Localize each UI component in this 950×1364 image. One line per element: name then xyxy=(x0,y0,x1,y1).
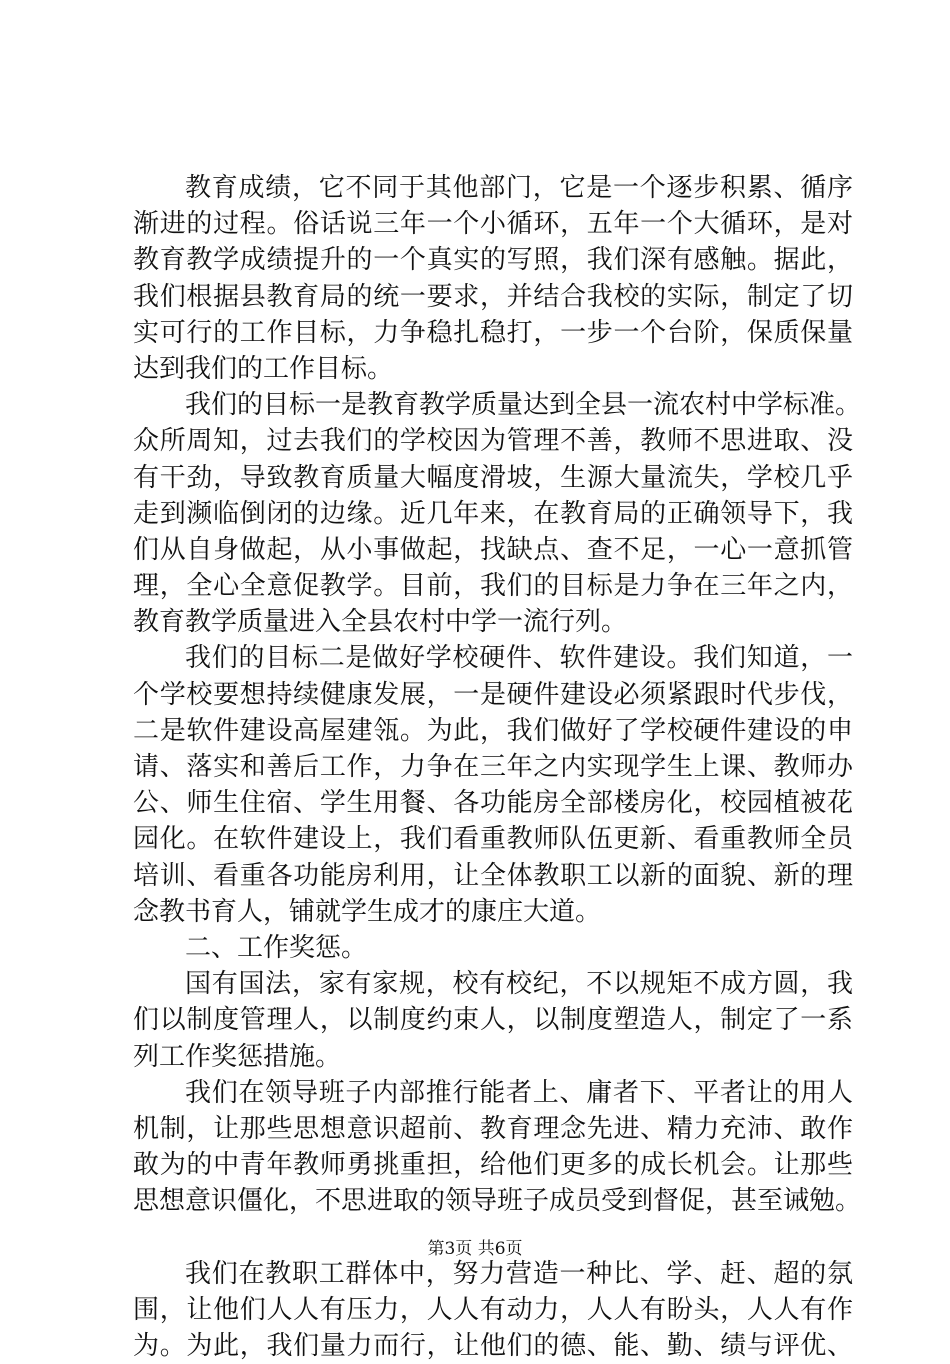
text-line: 理，全心全意促教学。目前，我们的目标是力争在三年之内， xyxy=(133,571,853,602)
text-line: 教育教学成绩提升的一个真实的写照，我们深有感触。据此， xyxy=(133,245,853,276)
text-line: 二是软件建设高屋建瓴。为此，我们做好了学校硬件建设的申 xyxy=(133,715,853,746)
text-line: 教育成绩，它不同于其他部门，它是一个逐步积累、循序 xyxy=(185,173,853,203)
page-number: 第3页 共6页 xyxy=(427,1239,523,1259)
text-line: 国有国法，家有家规，校有校纪，不以规矩不成方圆，我 xyxy=(185,969,853,1000)
document-body xyxy=(133,170,862,1364)
text-line: 我们在领导班子内部推行能者上、庸者下、平者让的用人 xyxy=(185,1077,853,1108)
text-line: 走到濒临倒闭的边缘。近几年来，在教育局的正确领导下，我 xyxy=(133,498,853,529)
text-line: 围，让他们人人有压力，人人有动力，人人有盼头，人人有作 xyxy=(133,1294,853,1325)
text-line: 机制，让那些思想意识超前、教育理念先进、精力充沛、敢作 xyxy=(133,1113,853,1144)
text-line: 公、师生住宿、学生用餐、各功能房全部楼房化，校园植被花 xyxy=(133,788,853,819)
text-line: 我们根据县教育局的统一要求，并结合我校的实际，制定了切 xyxy=(133,281,853,312)
section-heading: 二、工作奖惩。 xyxy=(185,932,368,963)
text-line: 达到我们的工作目标。 xyxy=(133,353,394,384)
text-line: 有干劲，导致教育质量大幅度滑坡，生源大量流失，学校几乎 xyxy=(133,462,853,493)
text-line: 们从自身做起，从小事做起，找缺点、查不足，一心一意抓管 xyxy=(133,534,853,565)
text-line: 教育教学质量进入全县农村中学一流行列。 xyxy=(133,607,628,638)
text-line: 我们的目标二是做好学校硬件、软件建设。我们知道，一 xyxy=(185,643,853,674)
page-footer xyxy=(0,1238,950,1260)
text-line: 们以制度管理人，以制度约束人，以制度塑造人，制定了一系 xyxy=(133,1005,853,1036)
text-line: 园化。在软件建设上，我们看重教师队伍更新、看重教师全员 xyxy=(133,824,853,855)
text-line: 众所周知，过去我们的学校因为管理不善，教师不思进取、没 xyxy=(133,426,853,457)
text-line: 我们的目标一是教育教学质量达到全县一流农村中学标准。 xyxy=(185,390,862,421)
text-line: 念教书育人，铺就学生成才的康庄大道。 xyxy=(133,896,602,927)
text-line: 我们在教职工群体中，努力营造一种比、学、赶、超的氛 xyxy=(185,1258,853,1289)
text-line: 思想意识僵化，不思进取的领导班子成员受到督促，甚至诫勉。 xyxy=(133,1186,862,1217)
text-line: 实可行的工作目标，力争稳扎稳打，一步一个台阶，保质保量 xyxy=(133,317,853,348)
text-line: 请、落实和善后工作，力争在三年之内实现学生上课、教师办 xyxy=(133,752,853,782)
text-line: 培训、看重各功能房利用，让全体教职工以新的面貌、新的理 xyxy=(133,860,853,891)
text-line: 个学校要想持续健康发展，一是硬件建设必须紧跟时代步伐， xyxy=(133,679,853,710)
text-line: 渐进的过程。俗话说三年一个小循环，五年一个大循环，是对 xyxy=(133,209,853,240)
text-line: 为。为此，我们量力而行，让他们的德、能、勤、绩与评优、 xyxy=(133,1331,853,1361)
text-line: 敢为的中青年教师勇挑重担，给他们更多的成长机会。让那些 xyxy=(133,1150,853,1181)
text-line: 列工作奖惩措施。 xyxy=(133,1041,342,1072)
